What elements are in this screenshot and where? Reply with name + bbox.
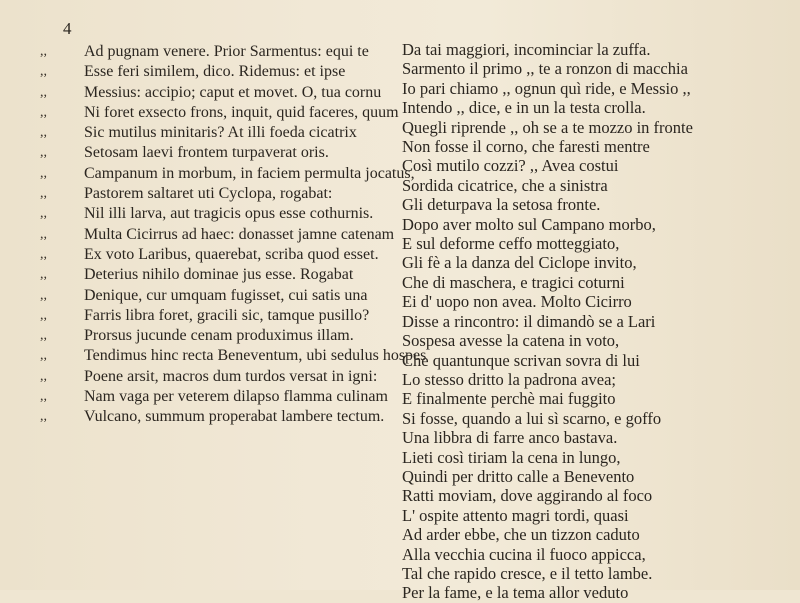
latin-line bbox=[40, 103, 399, 123]
italian-line: Ratti moviam, dove aggirando al foco bbox=[402, 486, 653, 506]
latin-line-text: Sic mutilus minitaris? At illi foeda cicatrix bbox=[84, 124, 357, 142]
quote-mark: ,, bbox=[40, 125, 47, 141]
italian-line: Lieti così tiriam la cena in lungo, bbox=[402, 447, 621, 467]
italian-line: Da tai maggiori, incominciar la zuffa. bbox=[402, 40, 651, 59]
latin-line-text: Messius: accipio; caput et movet. O, tua cornu bbox=[84, 83, 382, 101]
latin-line-text: Nam vaga per veterem dilapso flamma culinam bbox=[84, 388, 388, 406]
italian-line: Quegli riprende ,, oh se a te mozzo in fronte bbox=[402, 117, 693, 137]
quote-mark: ,, bbox=[40, 328, 47, 344]
latin-line-text: Setosam laevi frontem turpaverat oris. bbox=[84, 144, 329, 162]
latin-line bbox=[40, 62, 385, 82]
italian-line: Che di maschera, e tragici coturni bbox=[402, 272, 625, 292]
page-number: 4 bbox=[63, 19, 72, 38]
latin-line bbox=[40, 346, 427, 366]
italian-line: Alla vecchia cucina il fuoco appicca, bbox=[402, 544, 646, 564]
quote-mark: ,, bbox=[40, 44, 47, 59]
latin-line bbox=[40, 143, 385, 163]
latin-line-text: Ex voto Laribus, quaerebat, scriba quod esset. bbox=[84, 245, 379, 263]
italian-line: Io pari chiamo ,, ognun quì ride, e Messio ,, bbox=[402, 78, 691, 98]
italian-line: Dopo aver molto sul Campano morbo, bbox=[402, 214, 656, 234]
quote-mark: ,, bbox=[40, 186, 47, 202]
italian-line: Che quantunque scrivan sovra di lui bbox=[402, 350, 640, 370]
quote-mark: ,, bbox=[40, 84, 47, 100]
quote-mark: ,, bbox=[40, 307, 47, 323]
italian-line: Una libbra di farre anco bastava. bbox=[402, 428, 618, 448]
italian-line: Per la fame, e la tema allor veduto bbox=[402, 583, 629, 603]
italian-line: Lo stesso dritto la padrona avea; bbox=[402, 369, 616, 389]
latin-line-text: Nil illi larva, aut tragicis opus esse cothurnis. bbox=[84, 205, 374, 223]
italian-line: Quindi per dritto calle a Benevento bbox=[402, 466, 635, 486]
latin-line bbox=[40, 407, 385, 427]
italian-line: Gli fè a la danza del Ciclope invito, bbox=[402, 253, 637, 273]
quote-mark: ,, bbox=[40, 104, 47, 120]
italian-line: E finalmente perchè mai fuggito bbox=[402, 389, 616, 409]
latin-line-text: Deterius nihilo dominae jus esse. Rogabat bbox=[84, 266, 354, 284]
latin-line bbox=[40, 306, 385, 326]
latin-line-text: Ni foret exsecto frons, inquit, quid faceres, quum bbox=[84, 103, 399, 121]
italian-line: Così mutilo cozzi? ,, Avea costui bbox=[402, 156, 619, 176]
latin-line bbox=[40, 286, 385, 306]
latin-line bbox=[40, 225, 395, 245]
italian-line: E sul deforme ceffo motteggiato, bbox=[402, 234, 620, 254]
italian-line: Gli deturpava la setosa fronte. bbox=[402, 195, 601, 215]
latin-line bbox=[40, 83, 385, 103]
quote-mark: ,, bbox=[40, 64, 47, 80]
latin-line-text: Pastorem saltaret uti Cyclopa, rogabat: bbox=[84, 185, 333, 203]
latin-line-text: Denique, cur umquam fugisset, cui satis una bbox=[84, 286, 368, 304]
quote-mark: ,, bbox=[40, 348, 47, 364]
quote-mark: ,, bbox=[40, 145, 47, 161]
italian-line: Si fosse, quando a lui sì scarno, e goffo bbox=[402, 408, 662, 428]
quote-mark: ,, bbox=[40, 226, 47, 242]
quote-mark: ,, bbox=[40, 389, 47, 405]
italian-line: Sordida cicatrice, che a sinistra bbox=[402, 175, 608, 195]
latin-line bbox=[40, 42, 385, 62]
latin-line-text: Ad pugnam venere. Prior Sarmentus: equi te bbox=[84, 43, 369, 60]
latin-line-text: Prorsus jucunde cenam produximus illam. bbox=[84, 327, 354, 345]
latin-line-text: Poene arsit, macros dum turdos versat in igni: bbox=[84, 367, 378, 385]
italian-line: Sarmento il primo ,, te a ronzon di macchia bbox=[402, 59, 688, 79]
latin-line-text: Farris libra foret, gracili sic, tamque pusillo? bbox=[84, 306, 370, 324]
latin-line-text: Campanum in morbum, in faciem permulta jocatus, bbox=[84, 164, 415, 182]
latin-line bbox=[40, 387, 388, 407]
italian-line: Intendo ,, dice, e in un la testa crolla. bbox=[402, 98, 646, 118]
quote-mark: ,, bbox=[40, 287, 47, 303]
quote-mark: ,, bbox=[40, 246, 47, 262]
quote-mark: ,, bbox=[40, 267, 47, 283]
latin-line-text: Multa Cicirrus ad haec: donasset jamne catenam bbox=[84, 225, 395, 243]
latin-line-text: Tendimus hinc recta Beneventum, ubi sedulus hospes bbox=[84, 347, 427, 365]
latin-line-text: Esse feri similem, dico. Ridemus: et ipse bbox=[84, 63, 346, 81]
latin-line bbox=[40, 123, 385, 143]
quote-mark: ,, bbox=[40, 409, 47, 425]
latin-line bbox=[40, 164, 415, 184]
quote-mark: ,, bbox=[40, 206, 47, 222]
italian-line: Sospesa avesse la catena in voto, bbox=[402, 331, 620, 351]
latin-line bbox=[40, 184, 385, 204]
italian-line: L' ospite attento magri tordi, quasi bbox=[402, 505, 629, 525]
quote-mark: ,, bbox=[40, 165, 47, 181]
latin-line-text: Vulcano, summum properabat lambere tectum. bbox=[84, 408, 385, 426]
italian-line: Ei d' uopo non avea. Molto Cicirro bbox=[402, 292, 632, 312]
latin-line bbox=[40, 245, 385, 265]
italian-translation-column bbox=[402, 40, 702, 603]
latin-line bbox=[40, 326, 385, 346]
latin-line bbox=[40, 367, 385, 387]
latin-line bbox=[40, 204, 385, 224]
latin-line bbox=[40, 265, 385, 285]
italian-line: Ad arder ebbe, che un tizzon caduto bbox=[402, 525, 640, 545]
latin-text-column bbox=[40, 42, 427, 428]
italian-line: Tal che rapido cresce, e il tetto lambe. bbox=[402, 563, 653, 583]
quote-mark: ,, bbox=[40, 368, 47, 384]
italian-line: Non fosse il corno, che faresti mentre bbox=[402, 137, 650, 157]
italian-line: Disse a rincontro: il dimandò se a Lari bbox=[402, 311, 656, 331]
